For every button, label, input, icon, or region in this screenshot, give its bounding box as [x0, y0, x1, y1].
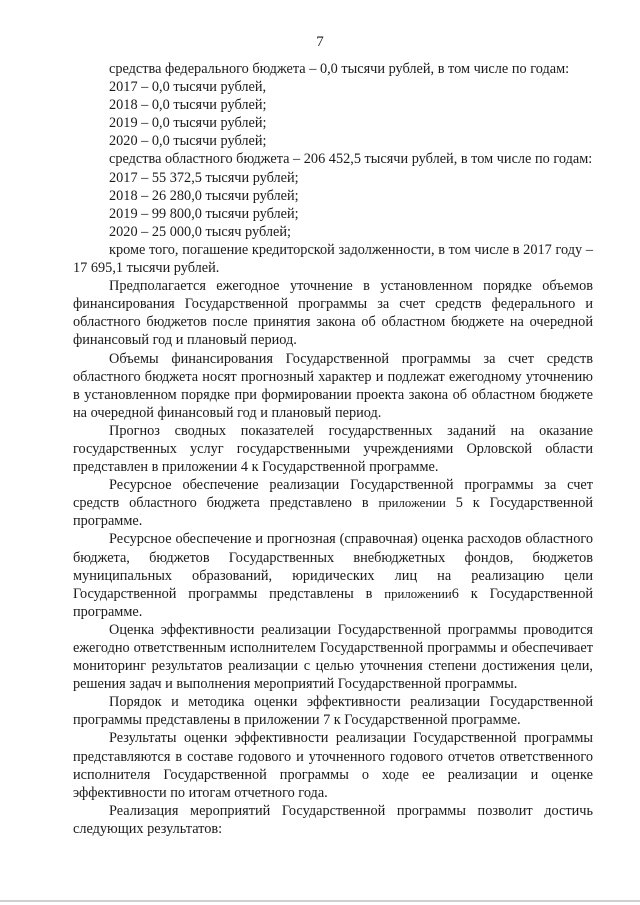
regional-2018: 2018 – 26 280,0 тысячи рублей;	[109, 187, 299, 204]
paragraph-resource-forecast: Ресурсное обеспечение и прогнозная (справочная) оценка расходов областного бюджета, бюджетов Государственных внебюджетных фондов, бюджетов муниципальных образований, юридических лиц на реализацию цели Государственной программы представлены в приложении6 к Государственной программе.	[73, 531, 594, 620]
paragraph-results-reporting: Результаты оценки эффективности реализации Государственной программы представляются в составе годового и уточненного годового отчетов ответственного исполнителя Государственной программы о ходе ее реализации и оценке эффективности по итогам отчетного года.	[73, 730, 593, 801]
paragraph-regional-budget: средства областного бюджета – 206 452,5 тысячи рублей, в том числе по годам:	[109, 151, 593, 168]
paragraph-resource-support: Ресурсное обеспечение реализации Государственной программы за счет средств областного бюджета представлено в приложении 5 к Государственной программе.	[73, 477, 593, 530]
document-body	[73, 60, 593, 838]
paragraph-forecast-nature: Объемы финансирования Государственной программы за счет средств областного бюджета носят прогнозный характер и подлежат ежегодному уточнению в установленном порядке при формировании проекта закона об областном бюджете на очередной финансовый год и плановый период.	[73, 350, 593, 421]
paragraph-annual-clarification: Предполагается ежегодное уточнение в установленном порядке объемов финансирования Государственной программы за счет средств федерального и областного бюджетов после принятия закона об областном бюджете на очередной финансовый год и плановый период.	[73, 278, 593, 349]
paragraph-methodology: Порядок и методика оценки эффективности реализации Государственной программы представлены в приложении 7 к Государственной программе.	[73, 694, 593, 729]
federal-2017: 2017 – 0,0 тысячи рублей,	[109, 79, 267, 96]
regional-2019: 2019 – 99 800,0 тысячи рублей;	[109, 205, 299, 222]
bottom-scan-edge	[0, 900, 640, 902]
paragraph-state-tasks: Прогноз сводных показателей государственных заданий на оказание государственных услуг государственными учреждениями Орловской области представлен в приложении 4 к Государственной программе.	[73, 422, 593, 476]
regional-2017: 2017 – 55 372,5 тысячи рублей;	[109, 169, 299, 186]
paragraph-federal-budget: средства федерального бюджета – 0,0 тысячи рублей, в том числе по годам:	[109, 61, 570, 77]
regional-2020: 2020 – 25 000,0 тысяч рублей;	[109, 223, 291, 240]
federal-2019: 2019 – 0,0 тысячи рублей;	[109, 115, 267, 132]
paragraph-debt-repayment: кроме того, погашение кредиторской задолженности, в том числе в 2017 году – 17 695,1 тысячи рублей.	[73, 241, 593, 277]
page-number: 7	[316, 34, 324, 50]
federal-2020: 2020 – 0,0 тысячи рублей;	[109, 133, 267, 150]
paragraph-expected-results: Реализация мероприятий Государственной программы позволит достичь следующих результатов:	[73, 802, 593, 837]
federal-2018: 2018 – 0,0 тысячи рублей;	[109, 97, 267, 114]
paragraph-efficiency-assessment: Оценка эффективности реализации Государственной программы проводится ежегодно ответственным исполнителем Государственной программы и обеспечивает мониторинг результатов реализации с целью уточнения степени достижения цели, решения задач и выполнения мероприятий Государственной программы.	[73, 621, 593, 693]
